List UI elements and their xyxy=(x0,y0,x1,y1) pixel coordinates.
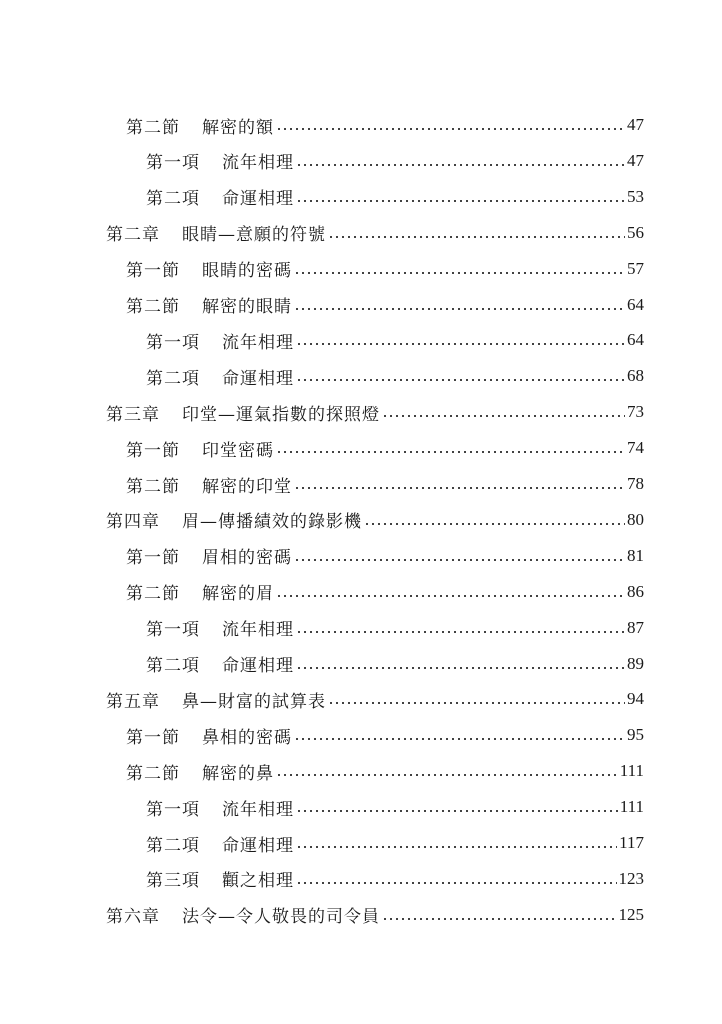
dot-leader xyxy=(296,164,625,166)
toc-entry-page-number: 94 xyxy=(627,689,644,709)
toc-entry-label: 第二節 xyxy=(126,763,180,784)
toc-entry-label: 第二項 xyxy=(146,189,200,210)
dot-leader xyxy=(294,487,625,489)
toc-entry-title: 命運相理 xyxy=(222,656,294,676)
toc-entry[interactable] xyxy=(126,539,644,573)
toc-entry-page-number: 47 xyxy=(627,150,644,170)
toc-entry-page-number: 117 xyxy=(619,833,644,852)
toc-entry-title: 印堂—運氣指數的探照燈 xyxy=(182,404,380,425)
toc-entry-label: 第一項 xyxy=(146,153,200,174)
toc-entry-label: 第一節 xyxy=(126,261,180,282)
toc-entry[interactable] xyxy=(126,431,644,465)
toc-entry-page-number: 57 xyxy=(627,258,644,278)
toc-entry-label: 第二節 xyxy=(126,584,180,605)
toc-entry-title: 流年相理 xyxy=(222,153,294,174)
toc-entry-title: 眉相的密碼 xyxy=(202,548,292,569)
toc-entry[interactable] xyxy=(106,898,644,932)
toc-entry-page-number: 47 xyxy=(627,115,644,134)
dot-leader xyxy=(296,882,617,884)
dot-leader xyxy=(276,595,625,597)
toc-entry-title: 顴之相理 xyxy=(222,871,294,892)
dot-leader xyxy=(296,379,625,381)
dot-leader xyxy=(296,846,617,848)
dot-leader xyxy=(296,343,625,345)
toc-entry-label: 第二項 xyxy=(146,835,200,856)
toc-entry-label: 第一項 xyxy=(146,620,200,641)
toc-entry[interactable] xyxy=(146,826,644,860)
dot-leader xyxy=(276,128,625,130)
toc-entry-title: 解密的額 xyxy=(202,117,274,138)
toc-entry-label: 第一節 xyxy=(126,727,180,748)
dot-leader xyxy=(328,236,625,238)
toc-entry[interactable] xyxy=(146,862,644,896)
toc-entry-title: 法令—令人敬畏的司令員 xyxy=(182,907,380,928)
toc-entry-page-number: 87 xyxy=(627,617,644,637)
toc-entry-page-number: 111 xyxy=(619,797,644,817)
toc-entry[interactable] xyxy=(146,359,644,393)
toc-entry-label: 第一節 xyxy=(126,440,180,461)
toc-entry-page-number: 86 xyxy=(627,581,644,601)
toc-entry-title: 解密的印堂 xyxy=(202,476,292,497)
toc-entry-label: 第三章 xyxy=(106,404,160,425)
toc-entry[interactable] xyxy=(106,216,644,250)
toc-entry-title: 印堂密碼 xyxy=(202,440,274,461)
dot-leader xyxy=(382,415,625,417)
toc-entry[interactable] xyxy=(146,790,644,824)
toc-entry[interactable] xyxy=(126,467,644,501)
toc-entry-page-number: 95 xyxy=(627,725,644,745)
toc-entry[interactable] xyxy=(126,718,644,752)
toc-entry-page-number: 56 xyxy=(627,222,644,242)
toc-entry-page-number: 68 xyxy=(627,366,644,386)
dot-leader xyxy=(276,774,618,776)
toc-entry-page-number: 64 xyxy=(627,330,644,350)
toc-entry-page-number: 64 xyxy=(627,294,644,314)
toc-entry-title: 解密的眼睛 xyxy=(202,297,292,317)
dot-leader xyxy=(364,523,625,525)
toc-entry-label: 第三項 xyxy=(146,871,200,892)
toc-entry-label: 第四章 xyxy=(106,512,160,533)
toc-entry-title: 眉—傳播績效的錄影機 xyxy=(182,512,362,533)
dot-leader xyxy=(296,810,618,812)
toc-entry-page-number: 73 xyxy=(627,402,644,422)
toc-entry-label: 第一項 xyxy=(146,799,200,820)
toc-entry-title: 鼻—財富的試算表 xyxy=(182,691,326,712)
toc-entry-label: 第二節 xyxy=(126,297,180,317)
toc-entry-page-number: 81 xyxy=(627,545,644,565)
toc-entry-title: 解密的眉 xyxy=(202,584,274,605)
toc-entry[interactable] xyxy=(126,754,644,788)
toc-entry[interactable] xyxy=(146,611,644,645)
toc-entry-title: 流年相理 xyxy=(222,799,294,820)
toc-entry[interactable] xyxy=(146,180,644,214)
dot-leader xyxy=(382,918,617,920)
toc-entry[interactable] xyxy=(126,252,644,286)
toc-entry-label: 第二節 xyxy=(126,117,180,138)
toc-entry[interactable] xyxy=(106,395,644,429)
toc-entry-page-number: 111 xyxy=(619,761,644,781)
toc-entry-title: 眼睛的密碼 xyxy=(202,261,292,282)
toc-entry-title: 流年相理 xyxy=(222,620,294,641)
toc-entry[interactable] xyxy=(146,323,644,357)
toc-entry-title: 命運相理 xyxy=(222,368,294,389)
toc-entry-page-number: 89 xyxy=(627,653,644,673)
toc-entry-page-number: 123 xyxy=(618,868,644,888)
toc-entry-page-number: 80 xyxy=(627,509,644,529)
toc-entry-title: 命運相理 xyxy=(222,835,294,856)
toc-entry-label: 第二章 xyxy=(106,225,160,246)
toc-entry-label: 第二節 xyxy=(126,476,180,497)
dot-leader xyxy=(294,738,625,740)
toc-entry-label: 第二項 xyxy=(146,656,200,676)
toc-entry-title: 眼睛—意願的符號 xyxy=(182,225,326,246)
toc-entry[interactable] xyxy=(106,682,644,716)
toc-entry-label: 第五章 xyxy=(106,691,160,712)
toc-entry-page-number: 78 xyxy=(627,474,644,493)
toc-entry-label: 第一節 xyxy=(126,548,180,569)
toc-entry-title: 鼻相的密碼 xyxy=(202,727,292,748)
toc-entry-page-number: 53 xyxy=(627,186,644,206)
toc-entry-page-number: 125 xyxy=(618,904,644,924)
toc-entry[interactable] xyxy=(106,503,644,537)
dot-leader xyxy=(296,200,625,202)
dot-leader xyxy=(328,702,625,704)
toc-entry[interactable] xyxy=(146,647,644,681)
dot-leader xyxy=(276,451,625,453)
toc-entry[interactable] xyxy=(126,108,644,142)
dot-leader xyxy=(294,308,625,310)
toc-entry-title: 命運相理 xyxy=(222,189,294,210)
toc-entry-title: 解密的鼻 xyxy=(202,763,274,784)
toc-entry[interactable] xyxy=(126,288,644,322)
toc-entry-title: 流年相理 xyxy=(222,332,294,353)
toc-entry-page-number: 74 xyxy=(627,438,644,458)
dot-leader xyxy=(294,272,625,274)
dot-leader xyxy=(294,559,625,561)
toc-entry-label: 第六章 xyxy=(106,907,160,928)
dot-leader xyxy=(296,667,625,669)
toc-entry-label: 第一項 xyxy=(146,332,200,353)
toc-entry[interactable] xyxy=(126,575,644,609)
toc-entry[interactable] xyxy=(146,144,644,178)
dot-leader xyxy=(296,631,625,633)
toc-entry-label: 第二項 xyxy=(146,368,200,389)
